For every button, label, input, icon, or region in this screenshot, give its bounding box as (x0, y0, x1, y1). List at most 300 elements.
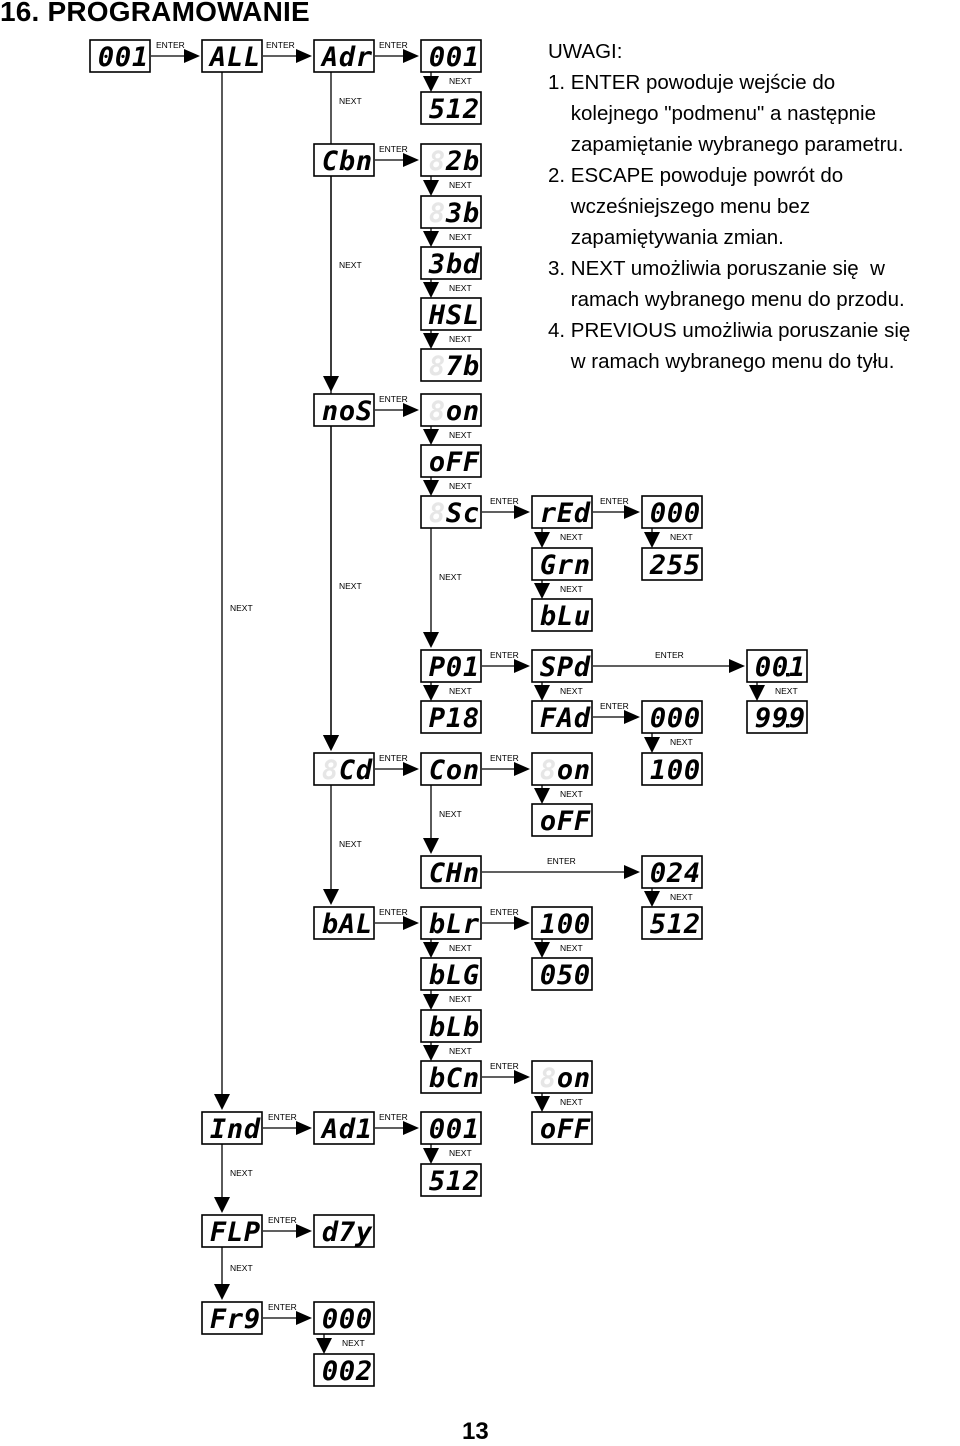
lcd-digit: S (355, 396, 373, 427)
enter-label: ENTER (490, 907, 519, 917)
lcd-digit: 0 (445, 1114, 463, 1145)
lcd-digit: 9 (754, 703, 772, 734)
lcd-display (421, 1010, 481, 1043)
lcd-digit: L (445, 909, 463, 940)
lcd-digit: 2 (683, 909, 701, 940)
lcd-digit: n (226, 1114, 244, 1145)
next-arrow-head (323, 735, 339, 751)
lcd-digit: 0 (683, 755, 701, 786)
lcd-display (421, 1112, 481, 1145)
lcd-digit: F (556, 806, 574, 837)
next-arrow-head (644, 737, 660, 753)
next-label: NEXT (449, 283, 472, 293)
lcd-display (532, 650, 592, 683)
lcd-digit: n (573, 550, 591, 581)
lcd-digit: n (573, 1063, 591, 1094)
enter-arrow-head (729, 659, 745, 673)
enter-arrow-head (296, 1311, 312, 1325)
lcd-display (532, 804, 592, 837)
lcd-unused-digit: 8 (428, 498, 446, 529)
enter-label: ENTER (379, 1112, 408, 1122)
lcd-display (642, 907, 702, 940)
lcd-digit: L (462, 300, 480, 331)
lcd-digit: 5 (556, 960, 574, 991)
lcd-digit: d (321, 1217, 339, 1248)
lcd-digit: F (573, 806, 591, 837)
next-arrow-head (423, 942, 439, 958)
lcd-digit: 1 (445, 703, 463, 734)
lcd-digit: A (321, 42, 339, 73)
enter-arrow-head (514, 659, 530, 673)
lcd-digit: 2 (355, 1356, 373, 1387)
enter-label: ENTER (490, 1061, 519, 1071)
next-label: NEXT (670, 737, 693, 747)
lcd-digit: L (226, 42, 244, 73)
lcd-display (314, 753, 374, 786)
lcd-display (421, 650, 481, 683)
lcd-digit: d (338, 42, 356, 73)
lcd-digit: 9 (771, 703, 789, 734)
lcd-digit: G (462, 960, 480, 991)
note-line: 4. PREVIOUS umożliwia poruszanie się (548, 319, 911, 342)
lcd-digit: d (243, 1114, 261, 1145)
lcd-digit: 0 (683, 703, 701, 734)
lcd-digit: 1 (462, 1114, 480, 1145)
next-arrow-head (423, 429, 439, 445)
next-arrow-head (534, 532, 550, 548)
lcd-digit: H (428, 300, 446, 331)
page-title: 16. PROGRAMOWANIE (0, 0, 310, 27)
next-arrow-head (423, 333, 439, 349)
lcd-display (532, 753, 592, 786)
enter-label: ENTER (379, 753, 408, 763)
lcd-display (314, 1112, 374, 1145)
next-label: NEXT (560, 532, 583, 542)
lcd-digit: 0 (97, 42, 115, 73)
lcd-digit: n (321, 396, 339, 427)
next-arrow-head (323, 889, 339, 905)
lcd-display (421, 753, 481, 786)
lcd-digit: 0 (556, 909, 574, 940)
lcd-digit: o (556, 1063, 574, 1094)
next-label: NEXT (670, 892, 693, 902)
lcd-digit: 3 (445, 198, 463, 229)
next-arrow-head (423, 231, 439, 247)
lcd-digit: 0 (666, 703, 684, 734)
enter-arrow-head (296, 1224, 312, 1238)
lcd-digit: 2 (462, 1166, 480, 1197)
lcd-digit: 1 (649, 755, 667, 786)
lcd-digit: C (428, 755, 446, 786)
enter-label: ENTER (156, 40, 185, 50)
next-label: NEXT (449, 686, 472, 696)
next-label: NEXT (342, 1338, 365, 1348)
enter-arrow-head (624, 865, 640, 879)
next-arrow-head (423, 180, 439, 196)
lcd-digit: 1 (666, 909, 684, 940)
lcd-digit: o (428, 447, 446, 478)
lcd-digit: 7 (338, 1217, 356, 1248)
lcd-digit: o (539, 806, 557, 837)
next-arrow-head (534, 788, 550, 804)
lcd-digit: 5 (428, 94, 446, 125)
lcd-digit: 3 (428, 249, 446, 280)
lcd-digit: H (445, 858, 463, 889)
lcd-digit: A (338, 909, 356, 940)
lcd-digit: 0 (445, 42, 463, 73)
next-label: NEXT (449, 430, 472, 440)
next-label: NEXT (449, 943, 472, 953)
lcd-digit: r (539, 498, 557, 529)
lcd-digit: d (355, 755, 373, 786)
next-arrow-head (214, 1197, 230, 1213)
enter-arrow-head (514, 762, 530, 776)
lcd-digit: u (573, 601, 591, 632)
next-label: NEXT (449, 180, 472, 190)
lcd-display (202, 1112, 262, 1145)
lcd-digit: L (445, 1012, 463, 1043)
lcd-display (532, 496, 592, 529)
lcd-display (314, 1215, 374, 1248)
lcd-digit: b (445, 249, 463, 280)
lcd-digit: n (573, 755, 591, 786)
note-line: zapamiętywania zmian. (548, 226, 784, 249)
lcd-digit: b (321, 909, 339, 940)
lcd-display (421, 196, 481, 229)
note-line: wcześniejszego menu bez (548, 195, 811, 218)
lcd-display (532, 958, 592, 991)
enter-arrow-head (184, 49, 200, 63)
enter-label: ENTER (379, 40, 408, 50)
lcd-digit: c (462, 498, 480, 529)
next-label: NEXT (560, 943, 583, 953)
note-line: zapamiętanie wybranego parametru. (548, 133, 904, 156)
enter-arrow-head (403, 403, 419, 417)
lcd-digit: P (428, 703, 446, 734)
next-arrow-head (534, 685, 550, 701)
lcd-unused-digit: 8 (428, 351, 446, 382)
lcd-digit: 8 (462, 703, 480, 734)
lcd-digit: L (355, 909, 373, 940)
lcd-digit: 1 (462, 652, 480, 683)
next-arrow-head (644, 532, 660, 548)
lcd-display (421, 907, 481, 940)
lcd-digit: 0 (683, 498, 701, 529)
lcd-display (532, 701, 592, 734)
next-arrow-head (423, 282, 439, 298)
next-label: NEXT (339, 260, 362, 270)
lcd-display (532, 548, 592, 581)
lcd-digit: L (226, 1217, 244, 1248)
lcd-display (421, 856, 481, 889)
enter-arrow-head (514, 1070, 530, 1084)
lcd-digit: F (556, 1114, 574, 1145)
lcd-digit: 5 (428, 1166, 446, 1197)
lcd-digit: o (556, 755, 574, 786)
lcd-display (314, 1302, 374, 1335)
lcd-digit: P (243, 1217, 261, 1248)
lcd-digit: A (556, 703, 574, 734)
lcd-display (747, 650, 807, 683)
lcd-digit: L (445, 960, 463, 991)
lcd-digit: 9 (243, 1304, 261, 1335)
next-arrow-head (423, 76, 439, 92)
enter-label: ENTER (268, 1215, 297, 1225)
enter-arrow-head (403, 762, 419, 776)
lcd-digit: n (355, 146, 373, 177)
lcd-digit: b (428, 960, 446, 991)
enter-arrow-head (514, 916, 530, 930)
lcd-display (642, 753, 702, 786)
lcd-display (421, 958, 481, 991)
lcd-digit: S (445, 498, 463, 529)
enter-arrow-head (296, 1121, 312, 1135)
lcd-digit: 1 (539, 909, 557, 940)
note-line: w ramach wybranego menu do tyłu. (548, 350, 895, 373)
lcd-display (421, 394, 481, 427)
lcd-display (421, 496, 481, 529)
lcd-digit: n (462, 858, 480, 889)
enter-label: ENTER (266, 40, 295, 50)
lcd-digit: F (209, 1217, 227, 1248)
lcd-digit: F (445, 447, 463, 478)
enter-label: ENTER (379, 144, 408, 154)
lcd-digit: S (445, 300, 463, 331)
lcd-digit: 0 (338, 1356, 356, 1387)
next-arrow-head (423, 632, 439, 648)
lcd-digit: 0 (321, 1356, 339, 1387)
lcd-digit: 1 (788, 652, 806, 683)
note-line: 1. ENTER powoduje wejście do (548, 71, 836, 94)
lcd-display (532, 599, 592, 632)
next-arrow-head (214, 1284, 230, 1300)
lcd-display (642, 856, 702, 889)
lcd-display (747, 701, 807, 734)
lcd-digit: r (355, 42, 373, 73)
next-label: NEXT (439, 572, 462, 582)
lcd-digit: C (321, 146, 339, 177)
next-label: NEXT (449, 1148, 472, 1158)
lcd-display (642, 548, 702, 581)
next-arrow-head (534, 583, 550, 599)
lcd-digit: 0 (428, 1114, 446, 1145)
lcd-digit: o (338, 396, 356, 427)
lcd-digit: r (556, 550, 574, 581)
lcd-digit: A (209, 42, 227, 73)
lcd-digit: C (428, 858, 446, 889)
lcd-display (421, 445, 481, 478)
next-arrow-head (423, 994, 439, 1010)
next-arrow-head (423, 1148, 439, 1164)
lcd-digit: 0 (539, 960, 557, 991)
lcd-display (642, 496, 702, 529)
page-number: 13 (462, 1418, 489, 1445)
lcd-digit: 1 (355, 1114, 373, 1145)
enter-label: ENTER (268, 1302, 297, 1312)
lcd-digit: n (462, 755, 480, 786)
next-label: NEXT (775, 686, 798, 696)
lcd-display (421, 349, 481, 382)
enter-label: ENTER (655, 650, 684, 660)
lcd-digit: 0 (428, 42, 446, 73)
lcd-digit: d (573, 652, 591, 683)
lcd-digit: o (539, 1114, 557, 1145)
next-label: NEXT (670, 532, 693, 542)
lcd-digit: F (539, 703, 557, 734)
next-label: NEXT (439, 809, 462, 819)
lcd-digit: L (243, 42, 261, 73)
lcd-digit: 2 (462, 94, 480, 125)
lcd-display (314, 144, 374, 177)
next-label: NEXT (230, 1263, 253, 1273)
lcd-digit: 9 (788, 703, 806, 734)
next-label: NEXT (339, 96, 362, 106)
lcd-display (421, 1061, 481, 1094)
lcd-digit: b (462, 198, 480, 229)
lcd-digit: 1 (131, 42, 149, 73)
enter-arrow-head (514, 505, 530, 519)
enter-arrow-head (403, 916, 419, 930)
lcd-digit: 0 (649, 498, 667, 529)
enter-label: ENTER (379, 394, 408, 404)
lcd-display (202, 1302, 262, 1335)
lcd-digit: 0 (666, 498, 684, 529)
lcd-digit: b (338, 146, 356, 177)
lcd-unused-digit: 8 (428, 146, 446, 177)
lcd-digit: A (321, 1114, 339, 1145)
lcd-digit: 2 (649, 550, 667, 581)
lcd-digit: 2 (445, 146, 463, 177)
next-label: NEXT (449, 76, 472, 86)
note-line: 3. NEXT umożliwia poruszanie się w (548, 257, 885, 280)
next-arrow-head (644, 891, 660, 907)
next-arrow-head (534, 1096, 550, 1112)
enter-label: ENTER (490, 650, 519, 660)
enter-label: ENTER (547, 856, 576, 866)
lcd-digit: G (539, 550, 557, 581)
lcd-digit: 0 (321, 1304, 339, 1335)
next-label: NEXT (449, 232, 472, 242)
lcd-display (202, 40, 262, 73)
next-label: NEXT (230, 603, 253, 613)
lcd-digit: d (573, 703, 591, 734)
lcd-digit: n (462, 396, 480, 427)
next-arrow-head (214, 1094, 230, 1110)
lcd-digit: y (355, 1217, 373, 1248)
lcd-display (314, 40, 374, 73)
lcd-digit: F (209, 1304, 227, 1335)
enter-arrow-head (403, 1121, 419, 1135)
lcd-digit: P (556, 652, 574, 683)
lcd-digit: 1 (445, 1166, 463, 1197)
lcd-digit: C (338, 755, 356, 786)
lcd-display (642, 701, 702, 734)
lcd-digit: 5 (683, 550, 701, 581)
lcd-unused-digit: 8 (321, 755, 339, 786)
next-arrow-head (534, 942, 550, 958)
lcd-display (421, 247, 481, 280)
lcd-display (421, 144, 481, 177)
lcd-digit: b (462, 146, 480, 177)
lcd-digit: I (209, 1114, 227, 1145)
next-label: NEXT (449, 481, 472, 491)
lcd-display (421, 92, 481, 125)
enter-arrow-head (624, 710, 640, 724)
lcd-digit: 0 (666, 755, 684, 786)
lcd-digit: 7 (445, 351, 463, 382)
lcd-display (532, 907, 592, 940)
notes-heading: UWAGI: (548, 40, 623, 63)
lcd-digit: P (428, 652, 446, 683)
lcd-digit: 5 (666, 550, 684, 581)
lcd-digit: 1 (445, 94, 463, 125)
lcd-unused-digit: 8 (428, 198, 446, 229)
lcd-unused-digit: 8 (539, 1063, 557, 1094)
lcd-digit: d (573, 498, 591, 529)
next-label: NEXT (560, 686, 583, 696)
next-arrow-head (423, 1045, 439, 1061)
next-label: NEXT (449, 1046, 472, 1056)
lcd-display (314, 394, 374, 427)
lcd-digit: o (445, 396, 463, 427)
lcd-digit: 0 (649, 703, 667, 734)
enter-arrow-head (624, 505, 640, 519)
enter-label: ENTER (490, 753, 519, 763)
lcd-digit: 2 (666, 858, 684, 889)
enter-label: ENTER (600, 701, 629, 711)
enter-arrow-head (403, 49, 419, 63)
lcd-digit: b (428, 909, 446, 940)
lcd-digit: 4 (683, 858, 701, 889)
lcd-digit: 0 (573, 909, 591, 940)
lcd-digit: C (445, 1063, 463, 1094)
next-label: NEXT (230, 1168, 253, 1178)
lcd-display (90, 40, 150, 73)
note-line: ramach wybranego menu do przodu. (548, 288, 905, 311)
lcd-digit: S (539, 652, 557, 683)
note-line: 2. ESCAPE powoduje powrót do (548, 164, 844, 187)
lcd-digit: F (462, 447, 480, 478)
lcd-digit: 0 (114, 42, 132, 73)
lcd-digit: F (573, 1114, 591, 1145)
next-label: NEXT (449, 994, 472, 1004)
lcd-digit: 0 (355, 1304, 373, 1335)
enter-label: ENTER (379, 907, 408, 917)
next-label: NEXT (560, 584, 583, 594)
lcd-digit: b (428, 1012, 446, 1043)
next-arrow-head (423, 838, 439, 854)
lcd-digit: b (428, 1063, 446, 1094)
next-arrow-head (749, 685, 765, 701)
lcd-display (532, 1112, 592, 1145)
enter-label: ENTER (600, 496, 629, 506)
next-label: NEXT (339, 839, 362, 849)
lcd-display (202, 1215, 262, 1248)
lcd-digit: o (445, 755, 463, 786)
lcd-display (421, 1164, 481, 1197)
next-arrow-head (423, 480, 439, 496)
enter-arrow-head (296, 49, 312, 63)
lcd-display (532, 1061, 592, 1094)
lcd-digit: 0 (338, 1304, 356, 1335)
next-arrow-head (316, 1338, 332, 1354)
lcd-unused-digit: 8 (539, 755, 557, 786)
next-label: NEXT (339, 581, 362, 591)
lcd-display (314, 1354, 374, 1387)
lcd-display (314, 907, 374, 940)
lcd-display (421, 701, 481, 734)
lcd-digit: L (556, 601, 574, 632)
